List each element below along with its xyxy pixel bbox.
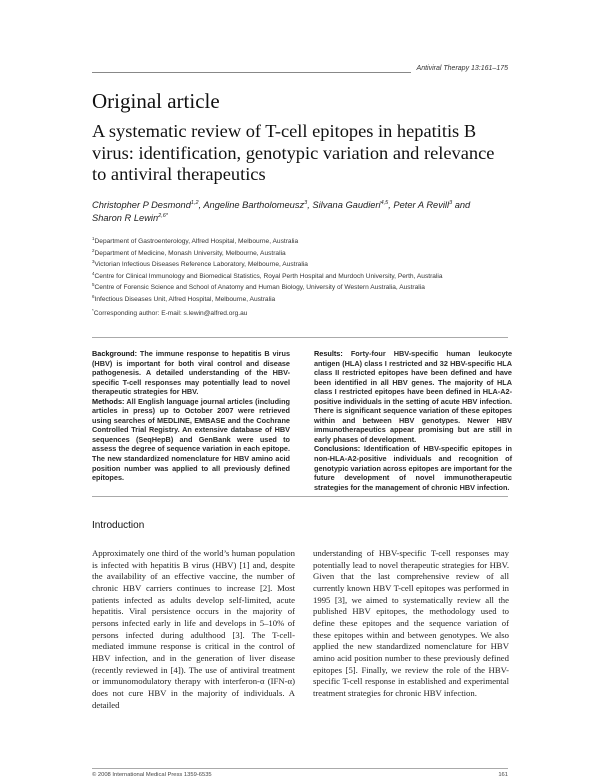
author: Sharon R Lewin$^{2,6*}$ [92, 212, 168, 223]
article-title: A systematic review of T-cell epitopes in hepatitis B virus: identification, genotypic variation and relevance to antiviral therapeutics [92, 121, 495, 184]
affiliation-list [92, 236, 512, 306]
abstract-conclusions: Conclusions: Identification of HBV-specific epitopes in non-HLA-A2-positive individuals and recognition of genotypic variation across epitopes are important for the future development of novel immunotherapeutic strategies for the management of chronic HBV infection. [314, 444, 512, 492]
abstract-column-left [92, 349, 290, 483]
body-paragraph: understanding of HBV-specific T-cell responses may potentially lead to novel therapeutic strategies for HBV. Given that the last comprehensive review of all currently known HBV T-cell epitopes was performed in 1995 [3], we aimed to systematically review all the published HBV epitopes, the methodology used to define these epitopes and the sequence variation of these epitopes within and between genotypes. We also applied the new standardized nomenclature for HBV amino acid position number to these previously defined epitopes [5]. Finally, we review the role of the HBV-specific T-cell response in established and experimental treatment strategies for chronic HBV infection. [313, 548, 509, 698]
author: Peter A Revill$^3$ and [393, 200, 471, 210]
affiliation: $^1$Department of Gastroenterology, Alfred Hospital, Melbourne, Australia [92, 236, 299, 245]
corresponding-author: *Corresponding author: E-mail: s.lewin@alfred.org.au [92, 308, 248, 317]
body-paragraph: Approximately one third of the world’s human population is infected with hepatitis B virus (HBV) [1] and, despite the availability of an effective vaccine, the number of chronic HBV carriers continues to increase [2]. Most patients infected as adults develop self-limited, acute hepatitis. Viral persistence occurs in the majority of persons infected early in life and develops in 5–10% of persons infected during adulthood [3]. The T-cell-mediated immune response is critical in the control of HBV infection, and in the generation of liver disease (recently reviewed in [4]). The use of antiviral treatment or immunomodulatory therapy with interferon-α (IFN-α) does not cure HBV in the majority of individuals. A detailed [92, 548, 295, 710]
section-label: Original article [92, 89, 220, 113]
abstract-box [92, 337, 512, 497]
journal-citation: Antiviral Therapy 13:161–175 [411, 64, 508, 74]
abstract-column-right [314, 349, 512, 492]
body-column-right [313, 548, 509, 700]
footer-rule [92, 768, 508, 769]
page-number: 161 [498, 772, 508, 778]
affiliation: $^6$Infectious Diseases Unit, Alfred Hospital, Melbourne, Australia [92, 293, 276, 303]
author: Christopher P Desmond$^{1,2}$, [92, 200, 204, 210]
abstract-background: Background: The immune response to hepatitis B virus (HBV) is important for both viral control and disease pathogenesis. A detailed understanding of the HBV-specific T-cell responses may potentially lead to novel therapeutic strategies for HBV. [92, 349, 290, 397]
affiliation: $^5$Centre of Forensic Science and School of Anatomy and Human Biology, University of Western Australia, Australia [92, 282, 425, 292]
abstract-methods: Methods: All English language journal articles (including articles in press) up to October 2007 were retrieved using searches of MEDLINE, EMBASE and the Cochrane Controlled Trial Registry. An extensive database of HBV sequences (SeqHepB) and GenBank were used to assess the degree of sequence variation in each epitope. The new standardized nomenclature for HBV amino acid position number was applied to all previously defined epitopes. [92, 396, 290, 483]
copyright-notice: © 2008 International Medical Press 1359-6535 [92, 772, 212, 778]
introduction-heading: Introduction [92, 520, 145, 531]
abstract-results: Results: Forty-four HBV-specific human leukocyte antigen (HLA) class I restricted and 32 HBV-specific HLA class II restricted epitopes have been defined and have been identified in all HBV genes. The majority of HLA class I restricted epitopes have been defined in HLA-A2-positive individuals in the setting of acute HBV infection. There is significant sequence variation of these epitopes within and between HBV genotypes. Newer HBV immunotherapeutics appear promising but are still in early phases of development. [314, 349, 512, 444]
affiliation: $^3$Victorian Infectious Diseases Reference Laboratory, Melbourne, Australia [92, 259, 308, 269]
body-column-left [92, 548, 295, 711]
author: Silvana Gaudieri$^{4,5}$, [312, 200, 394, 210]
author-list [92, 199, 492, 224]
affiliation: $^2$Department of Medicine, Monash University, Melbourne, Australia [92, 247, 286, 257]
affiliation: $^4$Centre for Clinical Immunology and Biomedical Statistics, Royal Perth Hospital and Murdoch University, Perth, Australia [92, 270, 443, 280]
author: Angeline Bartholomeusz$^3$, [203, 200, 313, 210]
